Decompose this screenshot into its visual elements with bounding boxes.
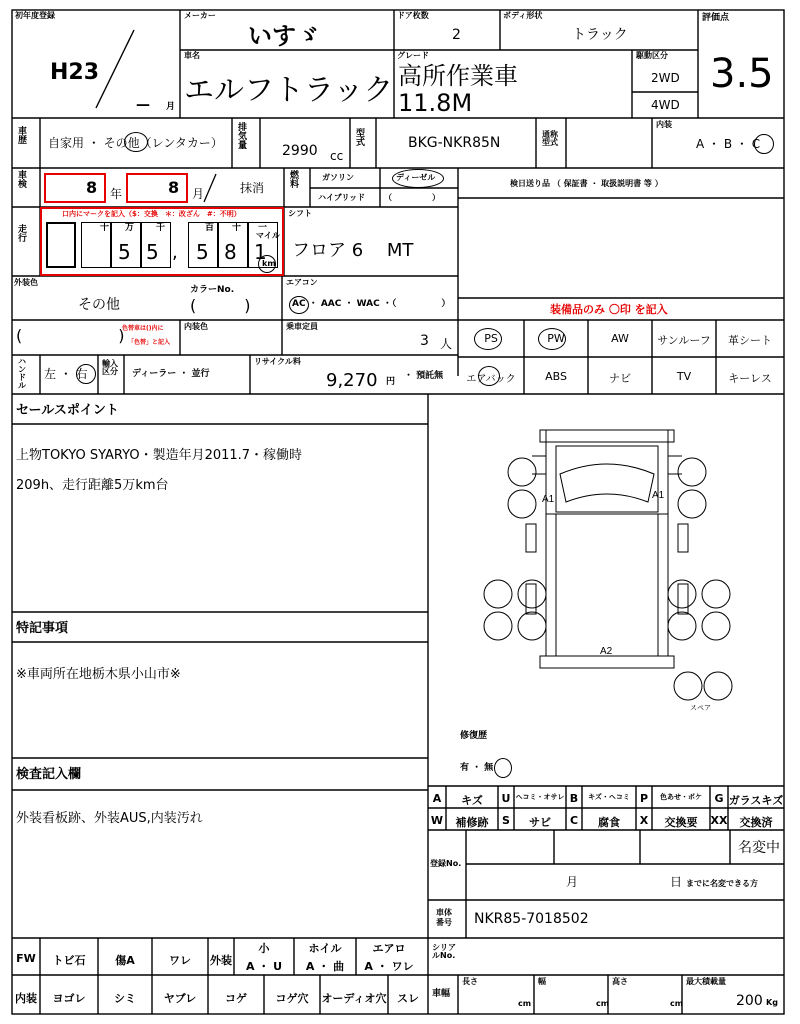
legend-text: 交換済 (739, 816, 773, 829)
fuel-label: 燃料 (290, 171, 300, 190)
mileage-digit: 1 (254, 240, 267, 264)
registration-month-unit: 月 (166, 102, 176, 112)
bottom-ext-label: 外装 (210, 954, 232, 967)
recycle-label: リサイクル料 (254, 357, 301, 366)
registration-month-dash: — (136, 97, 150, 113)
chassis-number: NKR85-7018502 (474, 911, 589, 927)
shift-value: フロア 6 MT (292, 240, 414, 261)
bottom-fw: FW (16, 952, 36, 965)
mileage-digit: 5 (196, 240, 209, 264)
repair-value: 有 ・ 無 (460, 763, 494, 773)
body-shape-label: ボディ形状 (503, 11, 543, 20)
bottom-interior-item: ヨゴレ (52, 992, 86, 1005)
name-change-title: 名変中 (738, 840, 780, 856)
fuel-hybrid-paren: （ ） (384, 193, 440, 202)
drive-2wd: 2WD (651, 71, 680, 85)
dim-length-label: 長さ (462, 977, 478, 986)
legend-code: G (714, 792, 724, 805)
sales-point-line1: 上物TOKYO SYARYO・製造年月2011.7・稼働時 (16, 448, 303, 463)
legend-text: 補修跡 (455, 816, 489, 829)
inspection-cancel: 抹消 (240, 181, 265, 195)
equip-leather[interactable]: 革シート (728, 334, 772, 347)
bottom-wheel-value: A ・ 曲 (305, 960, 345, 973)
inspection-notes-line1: 外装看板跡、外装AUS,内装汚れ (16, 811, 203, 826)
name-change-month: 月 (566, 875, 579, 889)
bottom-wheel-label: ホイル (308, 942, 342, 955)
doors-value: 2 (452, 27, 461, 43)
inspection-month-unit: 月 (192, 187, 205, 201)
legend-text: ガラスキズ (728, 794, 784, 807)
history-label: 車歴 (18, 127, 28, 146)
special-line1: ※車両所在地栃木県小山市※ (16, 667, 181, 682)
bottom-interior-item: シミ (114, 992, 136, 1005)
bottom-item: トビ石 (52, 954, 86, 967)
bottom-interior-item: スレ (397, 992, 419, 1005)
dim-unit: cm (518, 999, 532, 1008)
dim-max-load-value: 200 (736, 993, 763, 1009)
bottom-aero-label: エアロ (372, 942, 406, 955)
legend-text: 色あせ・ボケ (660, 793, 702, 801)
legend-code: S (502, 814, 510, 827)
mileage-unit: 十 (100, 223, 110, 233)
shift-label: シフト (288, 209, 312, 218)
bottom-interior-item: コゲ (225, 992, 247, 1005)
name-change-day: 日 (670, 875, 683, 889)
color-change-paren: ( ) (16, 326, 125, 345)
handle-label: ハンドル (18, 357, 26, 390)
equip-navi[interactable]: ナビ (609, 372, 631, 385)
legend-code: XX (710, 814, 728, 827)
registration-label: 初年度登録 (15, 11, 55, 20)
inspection-year-unit: 年 (110, 187, 123, 201)
fuel-hybrid: ハイブリッド (318, 193, 366, 202)
model-type-value: BKG-NKR85N (408, 135, 501, 151)
import-label: 輸入区分 (102, 359, 118, 376)
chassis-label: 車体番号 (436, 908, 452, 927)
common-type-label: 通称型式 (542, 130, 558, 147)
grade-label: グレード (397, 51, 429, 60)
dim-unit: cm (670, 999, 684, 1008)
legend-text: 交換要 (664, 816, 698, 829)
registration-year: H23 (50, 60, 100, 85)
legend-code: P (639, 792, 649, 805)
aircon-value: AC ・ AAC ・ WAC ・（ ） (292, 299, 451, 309)
legend-code: C (569, 814, 579, 827)
bottom-small-value: A ・ U (245, 960, 283, 973)
car-name-value: エルフトラック (184, 73, 394, 108)
legend-text: ヘコミ・オサレ (515, 793, 565, 801)
legend-text: サビ (529, 816, 551, 829)
damage-label-a1-right: A1 (652, 490, 665, 501)
displacement-unit: cc (330, 149, 344, 163)
dim-height-label: 高さ (612, 977, 628, 986)
legend-code: U (501, 792, 511, 805)
legend-code: B (569, 792, 579, 805)
inspection-label: 車検 (18, 171, 28, 190)
displacement-label: 排気量 (238, 123, 248, 151)
color-change-note: 色替車は()内に (122, 325, 164, 332)
car-name-label: 車名 (184, 51, 200, 60)
dim-max-load-label: 最大積載量 (686, 977, 726, 986)
color-no-paren: ( ) (190, 296, 251, 315)
doors-label: ドア枚数 (397, 11, 429, 20)
mileage-unit: 百 (205, 223, 215, 233)
exterior-color-label: 外装色 (14, 278, 38, 287)
color-no-label: カラーNo. (190, 285, 235, 295)
mileage-note: 口内にマークを記入（$：交換 ＊：改ざん #：不明） (62, 210, 241, 218)
dim-unit: cm (596, 999, 610, 1008)
recycle-deposit: ・ 預託無 (404, 371, 444, 381)
equip-airbag[interactable]: エアバック (466, 374, 516, 385)
grade-line2: 11.8M (398, 89, 473, 117)
dimensions-label: 車幅 (432, 989, 451, 999)
name-change-suffix: までに名変できる方 (686, 879, 758, 888)
history-value: 自家用 ・ その他（レンタカー） (48, 136, 223, 150)
bottom-item: ワレ (169, 954, 191, 967)
bottom-interior-item: ヤブレ (163, 992, 197, 1005)
fuel-diesel: ディーゼル (396, 173, 436, 182)
capacity-label: 乗車定員 (286, 322, 318, 331)
mileage-digit: 8 (224, 240, 237, 264)
bottom-interior-label: 内装 (15, 992, 37, 1005)
maker-label: メーカー (184, 11, 216, 20)
inspection-year: 8 (86, 178, 98, 197)
mileage-comma: , (172, 242, 178, 263)
legend-text: キズ・ヘコミ (588, 793, 630, 801)
legend-code: W (430, 814, 444, 827)
mileage-digit: 5 (146, 240, 159, 264)
mileage-unit: 万 (125, 223, 135, 233)
repair-label: 修復歴 (460, 731, 488, 741)
special-label: 特記事項 (16, 621, 69, 636)
dim-width-label: 幅 (538, 977, 546, 986)
fuel-gasoline: ガソリン (322, 173, 354, 182)
capacity-value: 3 (420, 333, 429, 349)
body-shape-value: トラック (572, 27, 628, 43)
bottom-aero-value: A ・ ワレ (364, 960, 414, 973)
mileage-unit: 一 (258, 223, 268, 233)
bottom-interior-item: コゲ穴 (275, 992, 309, 1005)
serial-label: シリアルNo. (432, 943, 456, 960)
mileage-unit: 十 (232, 223, 242, 233)
bottom-small-label: 小 (258, 942, 270, 955)
interior-grade-value: A ・ B ・ C (696, 137, 761, 151)
equip-keyless[interactable]: キーレス (728, 372, 772, 385)
import-value: ディーラー ・ 並行 (132, 369, 210, 379)
equip-pw[interactable]: PW (547, 332, 565, 345)
equip-tv[interactable]: TV (676, 370, 692, 383)
interior-grade-label: 内装 (656, 120, 672, 129)
exterior-color-value: その他 (78, 297, 120, 313)
name-change-reg-label: 登録No. (430, 859, 462, 868)
equip-abs[interactable]: ABS (545, 370, 567, 383)
equip-ps[interactable]: PS (484, 332, 498, 345)
mileage-unit: 千 (156, 223, 166, 233)
sales-point-label: セールスポイント (16, 403, 119, 418)
recycle-unit: 円 (386, 377, 396, 387)
model-type-label: 型式 (356, 129, 366, 148)
bottom-item: 傷A (115, 954, 135, 967)
maker-value: いすゞ (248, 22, 320, 50)
dim-max-load-unit: Kg (766, 998, 778, 1007)
spare-label: スペア (690, 704, 711, 712)
color-change-note: 「色替」と記入 (128, 339, 171, 346)
legend-text: キズ (461, 794, 483, 807)
mileage-digit: 5 (118, 240, 131, 264)
interior-color-label: 内装色 (184, 322, 208, 331)
mileage-mile: マイル (256, 231, 280, 240)
mileage-km: km (262, 259, 276, 268)
displacement-value: 2990 (282, 143, 318, 159)
drive-4wd: 4WD (651, 98, 680, 112)
mileage-label: 走行 (18, 225, 28, 244)
evaluation-score: 3.5 (710, 51, 774, 97)
legend-text: 腐食 (598, 816, 620, 829)
drive-label: 駆動区分 (636, 51, 668, 60)
sales-point-line2: 209h、走行距離5万km台 (16, 478, 169, 493)
capacity-unit: 人 (440, 337, 453, 351)
bottom-interior-item: オーディオ穴 (321, 992, 387, 1005)
legend-code: X (639, 814, 649, 827)
documents-label: 検日送り品 （ 保証書 ・ 取扱説明書 等 ） (510, 179, 663, 188)
equipment-header: 装備品のみ 〇印 を記入 (550, 303, 668, 316)
recycle-value: 9,270 (326, 370, 378, 391)
inspection-month: 8 (168, 178, 180, 197)
damage-label-a1-left: A1 (542, 494, 555, 505)
equip-aw[interactable]: AW (611, 332, 629, 345)
damage-label-a2: A2 (600, 646, 613, 657)
evaluation-label: 評価点 (702, 13, 730, 23)
handle-value: 左 ・ 右 (44, 367, 88, 381)
equip-sunroof[interactable]: サンルーフ (657, 334, 711, 347)
inspection-notes-label: 検査記入欄 (16, 767, 82, 782)
legend-code: A (432, 792, 442, 805)
aircon-label: エアコン (286, 278, 318, 287)
grade-line1: 高所作業車 (398, 62, 518, 90)
